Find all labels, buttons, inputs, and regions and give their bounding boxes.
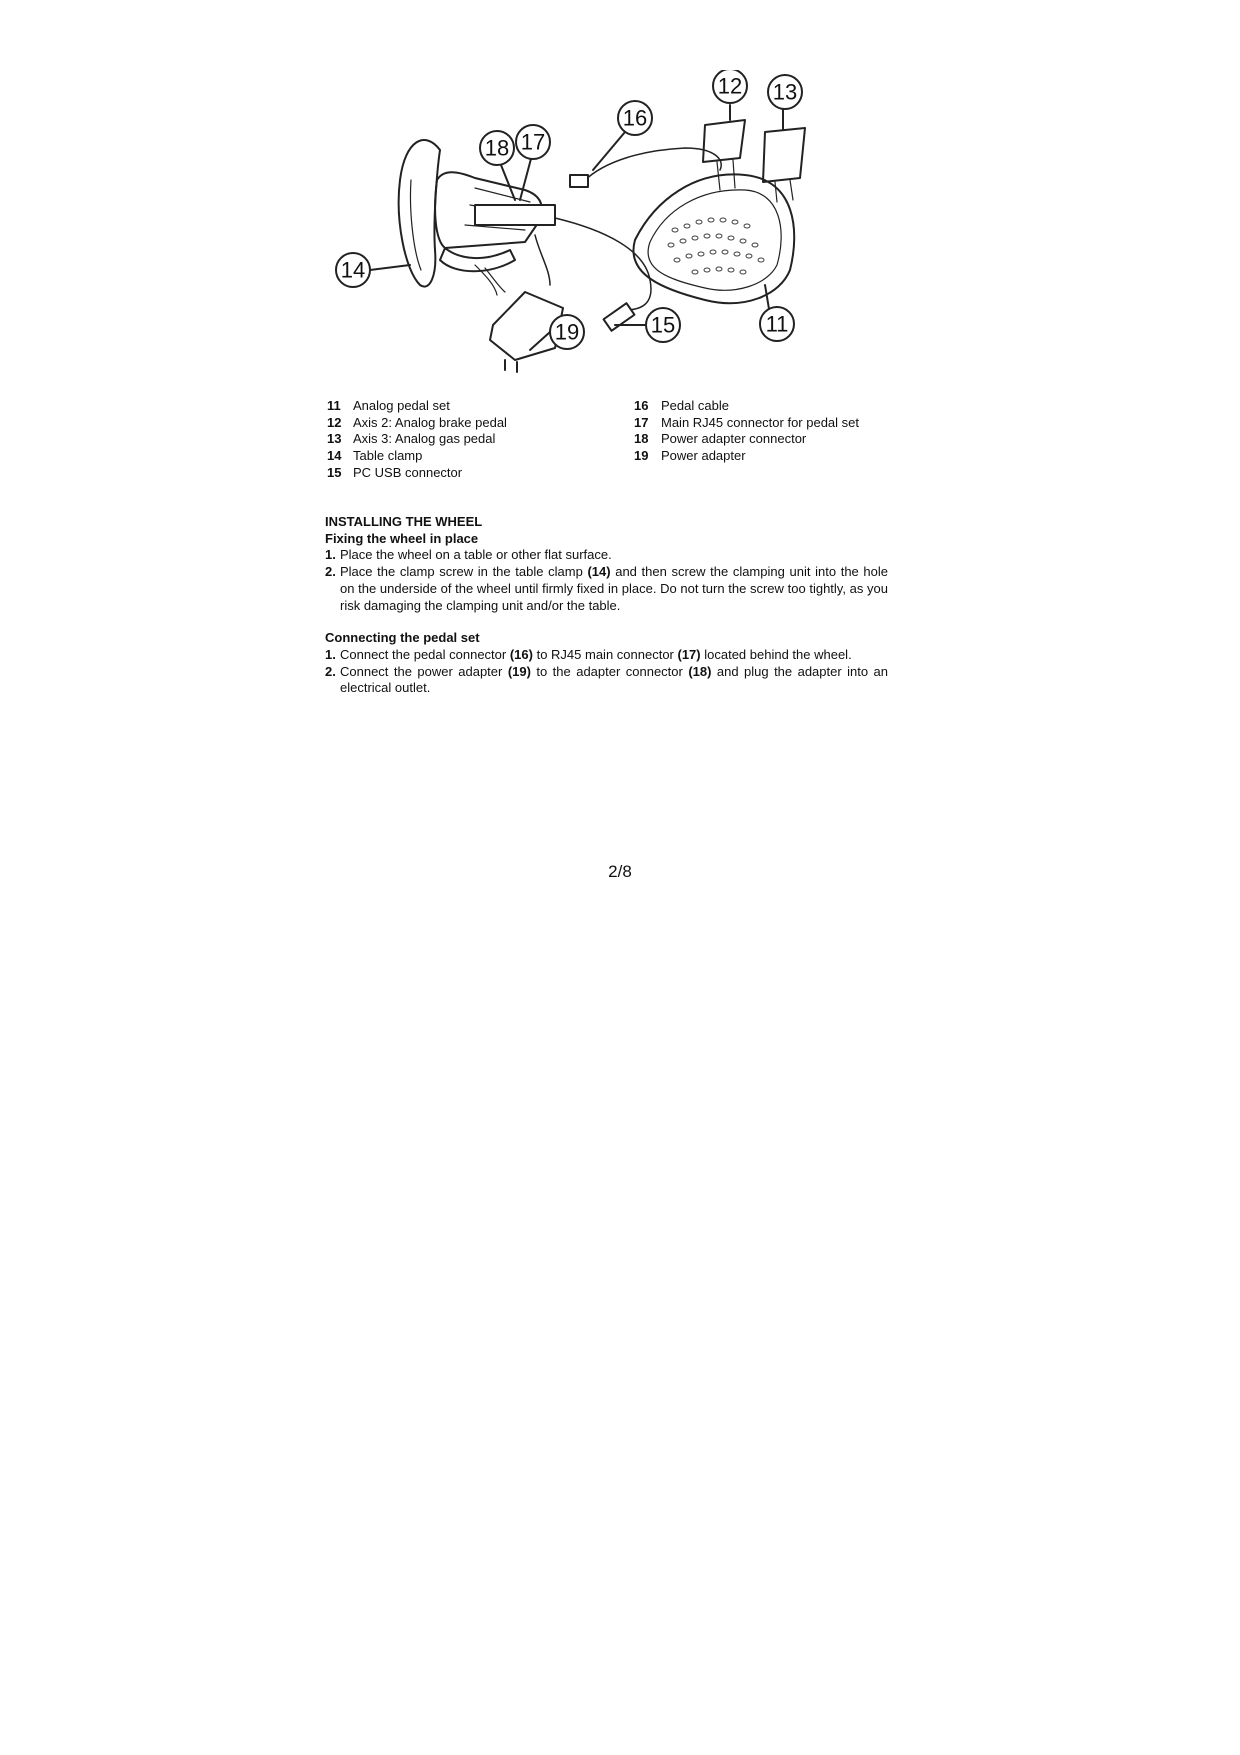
rear-connector-block bbox=[475, 205, 555, 225]
step-number: 2. bbox=[325, 564, 336, 580]
callout-label-12: 12 bbox=[717, 73, 743, 99]
legend-number: 17 bbox=[634, 414, 649, 430]
step-number: 1. bbox=[325, 547, 336, 563]
fixing-heading: Fixing the wheel in place bbox=[325, 530, 479, 546]
step-text: Connect the power adapter (19) to the adapter connector (18) and plug the adapter into an electrical outlet. bbox=[340, 663, 889, 696]
step-number: 2. bbox=[325, 663, 336, 679]
legend-left-column bbox=[327, 398, 507, 482]
legend-number: 13 bbox=[327, 431, 342, 447]
callout-label-13: 13 bbox=[772, 79, 798, 105]
gas-pedal bbox=[763, 128, 805, 182]
legend-label: Axis 3: Analog gas pedal bbox=[353, 431, 496, 447]
legend-number: 16 bbox=[634, 398, 649, 413]
callout-label-11: 11 bbox=[765, 311, 789, 337]
legend-right-column bbox=[634, 398, 859, 465]
brake-pedal bbox=[703, 120, 745, 162]
callout-label-19: 19 bbox=[554, 319, 580, 345]
pedals-step bbox=[325, 664, 888, 697]
legend-number: 11 bbox=[327, 398, 341, 413]
pedal-base bbox=[633, 174, 794, 303]
legend-number: 19 bbox=[634, 448, 649, 464]
legend-label: Table clamp bbox=[353, 448, 423, 464]
legend-item bbox=[327, 398, 507, 415]
wheel-and-pedal-diagram bbox=[325, 70, 905, 400]
legend-label: Power adapter bbox=[661, 448, 746, 464]
legend-label: Pedal cable bbox=[661, 398, 729, 413]
section-title: INSTALLING THE WHEEL bbox=[325, 514, 483, 529]
legend-label: Analog pedal set bbox=[353, 398, 450, 413]
legend-item bbox=[634, 431, 859, 448]
rj45-plug bbox=[570, 175, 588, 187]
step-text: Place the wheel on a table or other flat surface. bbox=[340, 547, 612, 563]
legend-item bbox=[327, 465, 507, 482]
usb-connector bbox=[604, 303, 635, 331]
callout-label-15: 15 bbox=[650, 312, 676, 338]
pedals-step bbox=[325, 647, 888, 664]
legend-label: Axis 2: Analog brake pedal bbox=[353, 414, 507, 430]
legend-item bbox=[327, 415, 507, 432]
legend-number: 14 bbox=[327, 448, 342, 464]
callout-label-14: 14 bbox=[340, 257, 366, 283]
legend-number: 12 bbox=[327, 414, 342, 430]
page-number: 2/8 bbox=[608, 862, 632, 881]
pedals-heading: Connecting the pedal set bbox=[325, 630, 480, 646]
legend-label: PC USB connector bbox=[353, 464, 463, 480]
installation-section bbox=[325, 514, 888, 697]
callout-label-16: 16 bbox=[622, 105, 648, 131]
legend-item bbox=[327, 431, 507, 448]
step-text: Place the clamp screw in the table clamp (14) and then screw the clamping unit into the hole on the underside of the wheel until firmly fixed in place. Do not turn the screw too tightly, as you risk damaging the clamping unit and/or the table. bbox=[340, 564, 888, 613]
callout-label-17: 17 bbox=[520, 129, 546, 155]
legend-item bbox=[327, 448, 507, 465]
legend-number: 15 bbox=[327, 464, 342, 480]
callout-label-18: 18 bbox=[484, 135, 510, 161]
step-number: 1. bbox=[325, 646, 336, 662]
legend-label: Power adapter connector bbox=[661, 431, 807, 447]
legend-item bbox=[634, 415, 859, 432]
fixing-step bbox=[325, 547, 888, 564]
legend-label: Main RJ45 connector for pedal set bbox=[661, 414, 859, 430]
legend-item bbox=[634, 398, 859, 415]
legend-number: 18 bbox=[634, 431, 649, 447]
fixing-step bbox=[325, 564, 888, 614]
step-text: Connect the pedal connector (16) to RJ45 main connector (17) located behind the wheel. bbox=[340, 646, 852, 662]
legend-item bbox=[634, 448, 859, 465]
